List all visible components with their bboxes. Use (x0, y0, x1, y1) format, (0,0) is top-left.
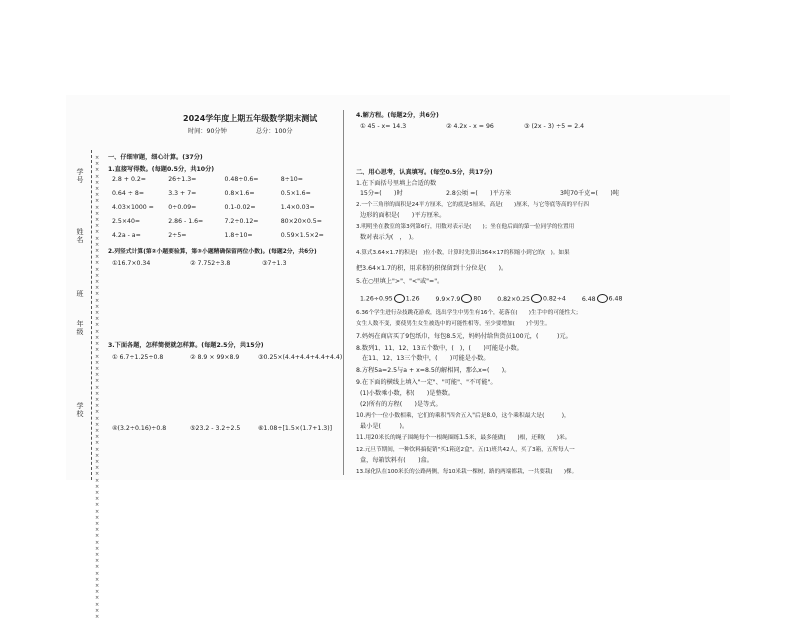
oral-row (112, 233, 337, 247)
oral-item: 4.2a - a= (112, 232, 141, 239)
exam-score: 总分：100分 (256, 128, 293, 135)
simple-calc-6: ⑥1.08÷[1.5×(1.7+1.3)] (258, 425, 333, 432)
q9: 8.方程5a=2.5与a + x=8.5的解相同，那么x=( )。 (356, 367, 511, 374)
q6-line2: 女生人数不变，要使男生女生被选中的可能性相等，至少要增加( )个男生。 (356, 321, 551, 327)
compare-right: 0.82÷4 (542, 295, 566, 303)
oral-item: 26÷1.3= (168, 176, 197, 183)
oral-row (112, 205, 337, 219)
compare-left: 0.82×0.25 (497, 295, 530, 303)
q8-line1: 8.数列1、11、12、13五个数中，( )，( )可能是小数。 (356, 345, 523, 352)
oral-item: 80×20×0.5= (280, 218, 322, 225)
q1-c: 3吨70千克=( )吨 (560, 190, 619, 197)
q2-line1: 2.一个三角形的面积是24平方厘米，它的底是5厘米，高是( )厘米，与它等底等高的平行四 (356, 202, 589, 208)
oral-calc-heading: 1.直接写得数。(每题0.5分，共10分) (108, 166, 215, 173)
oral-item: 4.03×1000 = (112, 204, 154, 211)
section-2-heading: 二、用心思考，认真填写。(每空0.5分，共17分) (356, 169, 493, 176)
simple-calc-heading: 3.下面各题，怎样简便就怎样算。(每题2.5分，共15分) (108, 342, 264, 349)
sidebar-label-name: 姓名 (76, 228, 84, 244)
q11-line1: 10.两个一位小数相乘，它们的乘积"四舍五入"后是8.0，这个乘积最大是( )， (356, 413, 570, 419)
exam-time: 时间：90分钟 (188, 128, 227, 135)
section-1-heading: 一、仔细审题，细心计算。(37分) (108, 154, 203, 161)
compare-circle[interactable] (461, 294, 472, 303)
compare-right: 6.48 (608, 295, 623, 303)
oral-item: 0.8×1.6= (224, 190, 255, 197)
column-divider (343, 110, 344, 475)
q10-a: (1)小数乘小数，积( )是整数。 (360, 390, 455, 397)
q1-b: 2.8公顷 =( )平方米 (446, 190, 512, 197)
vertical-calc-2: ② 7.752÷3.8 (190, 260, 231, 267)
simple-calc-5: ⑤23.2 - 3.2÷2.5 (190, 425, 241, 432)
oral-item: 0.48÷0.6= (224, 176, 259, 183)
oral-item: 0.5×1.6= (280, 190, 311, 197)
q4-line1: 4.算式3.64×1.7的积是( )位小数，计算时先算出364×17的积缩小到它的( )。如果 (356, 250, 570, 256)
compare-circle[interactable] (531, 294, 542, 303)
compare-left: 9.9×7.9 (435, 295, 461, 303)
simple-calc-1: ① 6.7÷1.25÷0.8 (112, 354, 164, 361)
simple-calc-3: ③0.25×(4.4+4.4+4.4+4.4) (258, 354, 343, 361)
q11-line2: 最小是( )。 (360, 423, 409, 430)
q12: 11.用20米长的绳子围绳每个一根绳圈练1.5米，最多能做( )根，还剩( )米。 (356, 435, 571, 441)
q13-line2: 盒，每箱饮料有( )盒。 (360, 457, 433, 464)
q5-heading: 5.在○里填上">"、"<"或"="。 (356, 278, 444, 285)
oral-item: 0÷0.09= (168, 204, 197, 211)
oral-item: 2.8 + 0.2= (112, 176, 146, 183)
oral-item: 2÷5= (168, 232, 187, 239)
q8-line2: 在11、12、13三个数中，( )可能是小数。 (362, 355, 490, 362)
oral-item: 0.64 ÷ 8= (112, 190, 145, 197)
vertical-calc-heading: 2.列竖式计算(第②小题要验算，第③小题精确保留两位小数)。(每题2分，共6分) (108, 249, 317, 255)
simple-calc-2: ② 8.9 × 99×8.9 (190, 354, 240, 361)
sidebar-label-school: 学校 (76, 402, 84, 418)
q1-heading: 1.在下面括号里填上合适的数 (356, 180, 437, 187)
compare-circle[interactable] (597, 294, 608, 303)
compare-right: 1.26 (405, 295, 420, 303)
oral-row (112, 177, 337, 191)
cut-line (91, 150, 92, 480)
compare-circle[interactable] (394, 294, 405, 303)
oral-row (112, 191, 337, 205)
oral-calc-grid (112, 177, 337, 247)
oral-item: 2.5×40= (112, 218, 141, 225)
q10-b: (2)所有的方程( )是等式。 (360, 401, 442, 408)
simple-calc-4: ④(3.2÷0.16)÷0.8 (112, 425, 167, 432)
equation-1: ① 45 - x= 14.3 (360, 123, 407, 130)
oral-item: 8÷10= (280, 176, 303, 183)
q7: 7.妈妈在商店买了9包纸巾，每包8.5元，妈妈付给售货员100元，( )元。 (356, 333, 572, 340)
q3-line2: 数对表示为( ， )。 (360, 234, 418, 241)
q14: 13.绿化队在100米长的公路两侧，每10米栽一棵树，路的两端都栽，一共要栽( )棵。 (356, 469, 578, 475)
vertical-calc-1: ①16.7×0.34 (112, 260, 151, 267)
q3-line1: 3.明明坐在教室的第3列第6行，用数对表示是( )；坐在他后面的第一位同学的位置用 (356, 224, 575, 230)
oral-item: 0.59×1.5×2= (280, 232, 324, 239)
cut-line-marks: ××××××××××××××××××××××××××××××××××××××××××××××××××××××××××××××××××××××××××× (95, 155, 100, 620)
sidebar-label-grade: 年级 (76, 320, 84, 336)
oral-item: 1.8÷10= (224, 232, 253, 239)
compare-row (360, 294, 622, 303)
q13-line1: 12.元旦节期间，一种饮料搞促销"买1箱送2盒"。五(1)班共42人，买了3箱，五所每人一 (356, 447, 575, 453)
equation-3: ③ (2x - 3) ÷5 = 2.4 (524, 123, 585, 130)
compare-left: 6.48 (581, 295, 596, 303)
compare-left: 1.26÷0.95 (360, 295, 393, 303)
oral-item: 1.4×0.03= (280, 204, 315, 211)
q6-line1: 6.36个学生进行杂技跳花游戏，选出学生中男生有16个，花落在( )生手中的可能性大； (356, 310, 582, 316)
compare-right: 80 (473, 295, 482, 303)
oral-row (112, 219, 337, 233)
vertical-calc-3: ③7÷1.3 (262, 260, 287, 267)
equations-heading: 4.解方程。(每题2分，共6分) (356, 112, 439, 119)
oral-item: 7.2÷0.12= (224, 218, 259, 225)
page-title: 2024学年度上期五年级数学期末测试 (183, 114, 318, 123)
oral-item: 0.1-0.02= (224, 204, 256, 211)
equation-2: ② 4.2x - x = 96 (446, 123, 494, 130)
q2-line2: 边形的面积是( )平方厘米。 (360, 212, 446, 219)
sidebar-label-class: 班 (76, 290, 84, 298)
oral-item: 2.86 - 1.6= (168, 218, 204, 225)
sidebar-label-student-id: 学号 (76, 168, 84, 184)
oral-item: 3.3 + 7= (168, 190, 197, 197)
q1-a: 15分=( )时 (360, 190, 403, 197)
q4-line2: 把3.64×1.7的积，用求积的积保留到十分位是( )。 (356, 265, 508, 272)
q10-heading: 9.在下面的横线上填入"一定"、"可能"、"不可能"。 (356, 379, 497, 386)
